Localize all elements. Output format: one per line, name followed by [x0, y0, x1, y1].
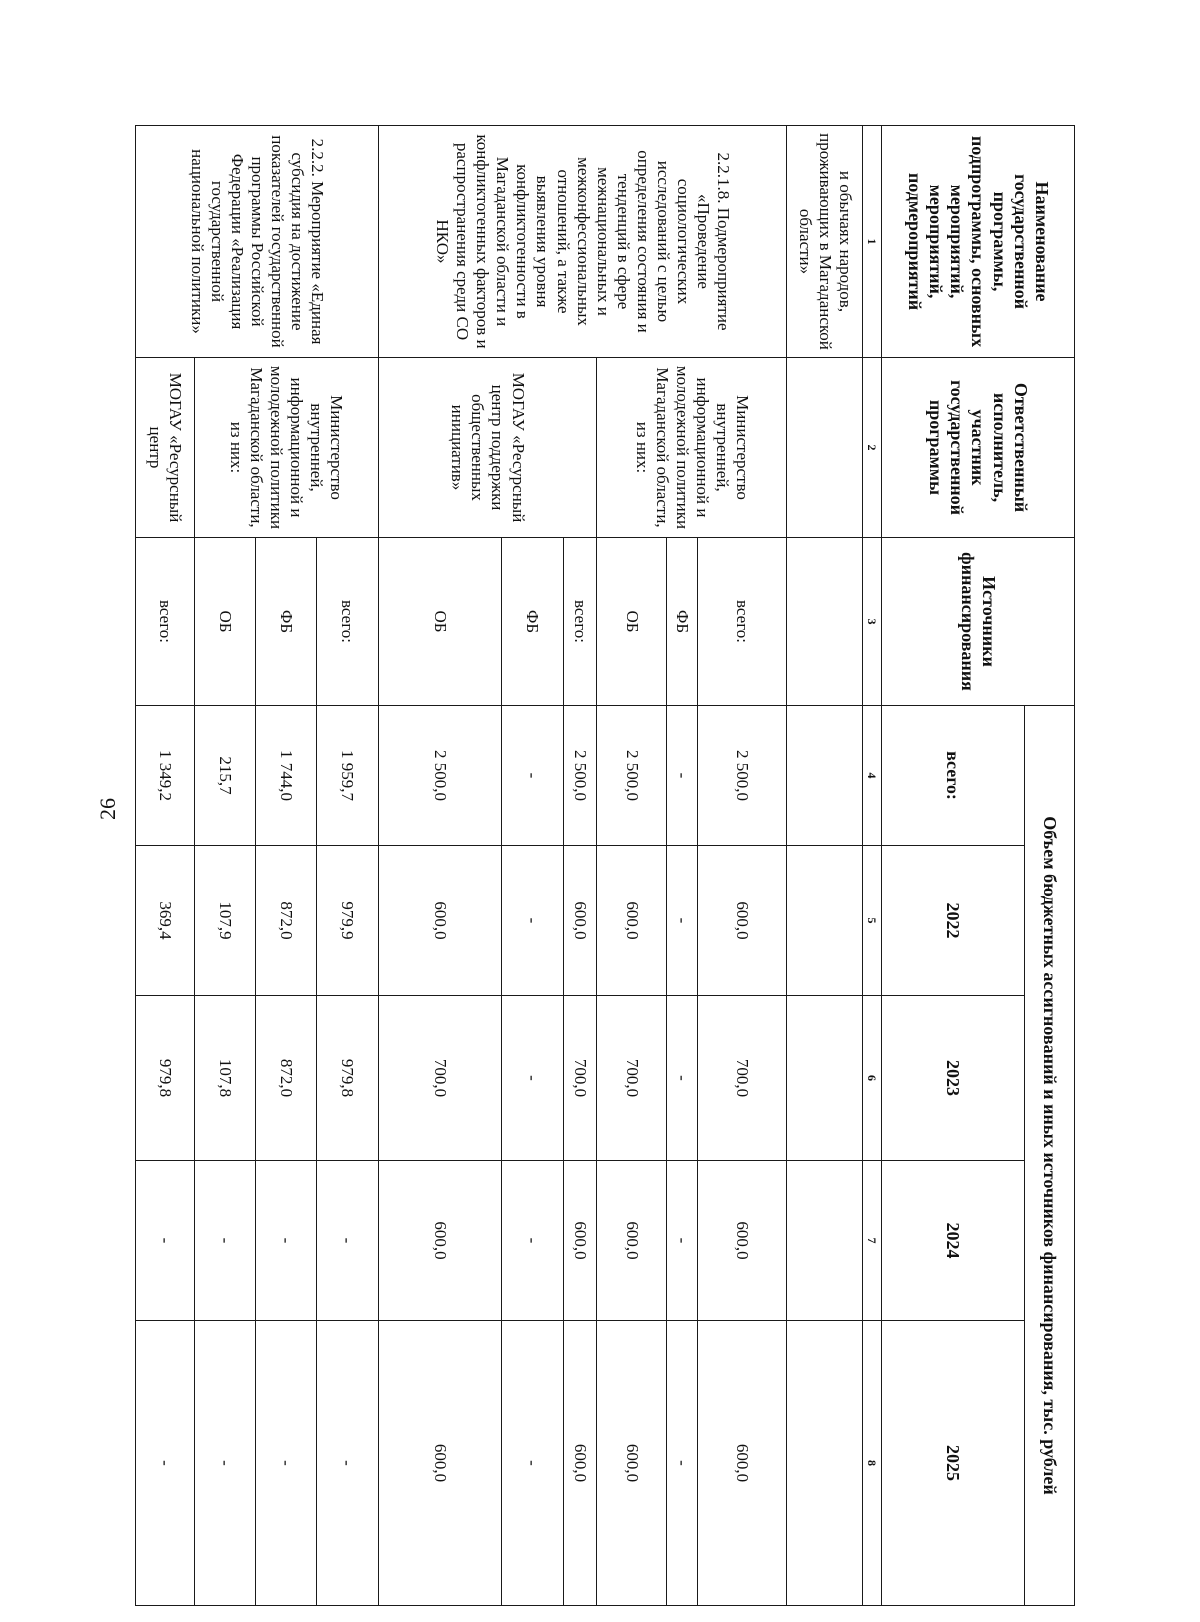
value-cell: 979,8 — [316, 996, 378, 1161]
value-cell: 1 349,2 — [136, 706, 195, 846]
value-cell: 600,0 — [563, 1161, 596, 1321]
page-number: 26 — [95, 798, 120, 820]
value-cell: 700,0 — [378, 996, 501, 1161]
value-cell: - — [316, 1321, 378, 1606]
value-cell: 2 500,0 — [697, 706, 787, 846]
header-2024: 2024 — [881, 1161, 1024, 1321]
row-name: 2.2.1.8. Подмероприятие «Проведение социологических исследований с целью определения состояния и тенденций в сфере межнациональных и межконфессиональных отношений, а также выявления уровня конфликтогенности в Магаданской области и конфликтогенных факторов и распространения среди СО НКО» — [378, 126, 787, 358]
value-cell: 600,0 — [378, 1161, 501, 1321]
source-cell: ФБ — [256, 538, 317, 706]
value-cell: 600,0 — [597, 1321, 667, 1606]
header-executor: Ответственный исполнитель, участник государственной программы — [881, 358, 1074, 538]
value-cell: 600,0 — [697, 846, 787, 996]
value-cell: - — [136, 1161, 195, 1321]
value-cell: - — [502, 996, 564, 1161]
empty-cell — [787, 1321, 862, 1606]
header-2022: 2022 — [881, 846, 1024, 996]
executor-cell: Министерство внутренней, информационной и молодежной политики Магаданской области, из них: — [194, 358, 378, 538]
header-total: всего: — [881, 706, 1024, 846]
col-number: 6 — [862, 996, 881, 1161]
source-cell: ФБ — [502, 538, 564, 706]
header-row-1 — [1024, 126, 1074, 1606]
header-2025: 2025 — [881, 1321, 1024, 1606]
executor-cell: Министерство внутренней, информационной и молодежной политики Магаданской области, из них: — [597, 358, 787, 538]
source-cell: ФБ — [667, 538, 697, 706]
value-cell: 2 500,0 — [563, 706, 596, 846]
table-row — [787, 126, 862, 1606]
table-row — [697, 126, 787, 1606]
value-cell: 369,4 — [136, 846, 195, 996]
empty-cell — [787, 996, 862, 1161]
value-cell: 1 959,7 — [316, 706, 378, 846]
executor-cell: МОГАУ «Ресурсный центр — [136, 358, 195, 538]
value-cell: 872,0 — [256, 996, 317, 1161]
value-cell: 979,8 — [136, 996, 195, 1161]
source-cell: ОБ — [378, 538, 501, 706]
empty-cell — [787, 846, 862, 996]
value-cell: - — [667, 996, 697, 1161]
source-cell: всего: — [697, 538, 787, 706]
value-cell: - — [316, 1161, 378, 1321]
empty-cell — [787, 358, 862, 538]
value-cell: 215,7 — [194, 706, 256, 846]
value-cell: 979,9 — [316, 846, 378, 996]
rotated-table-container — [135, 125, 1075, 1605]
source-cell: всего: — [563, 538, 596, 706]
value-cell: 872,0 — [256, 846, 317, 996]
value-cell: - — [136, 1321, 195, 1606]
column-number-row — [862, 126, 881, 1606]
value-cell: 700,0 — [563, 996, 596, 1161]
value-cell: - — [502, 1321, 564, 1606]
value-cell: - — [667, 1321, 697, 1606]
value-cell: - — [667, 1161, 697, 1321]
source-cell: всего: — [136, 538, 195, 706]
col-number: 4 — [862, 706, 881, 846]
value-cell: 600,0 — [563, 1321, 596, 1606]
value-cell: - — [256, 1321, 317, 1606]
col-number: 3 — [862, 538, 881, 706]
value-cell: 2 500,0 — [378, 706, 501, 846]
header-2023: 2023 — [881, 996, 1024, 1161]
header-volume: Объем бюджетных ассигнований и иных источников финансирования, тыс. рублей — [1024, 706, 1074, 1606]
value-cell: 700,0 — [697, 996, 787, 1161]
value-cell: 600,0 — [378, 1321, 501, 1606]
col-number: 2 — [862, 358, 881, 538]
value-cell: - — [502, 1161, 564, 1321]
source-cell: ОБ — [194, 538, 256, 706]
col-number: 5 — [862, 846, 881, 996]
col-number: 7 — [862, 1161, 881, 1321]
header-sources: Источники финансирования — [881, 538, 1074, 706]
value-cell: 107,8 — [194, 996, 256, 1161]
source-cell: всего: — [316, 538, 378, 706]
value-cell: - — [667, 706, 697, 846]
value-cell: 107,9 — [194, 846, 256, 996]
value-cell: - — [194, 1321, 256, 1606]
value-cell: - — [194, 1161, 256, 1321]
col-number: 1 — [862, 126, 881, 358]
value-cell: 600,0 — [597, 1161, 667, 1321]
row-name: 2.2.2. Мероприятие «Единая субсидия на достижение показателей государственной программы Российской Федерации «Реализация государственной национальной политики» — [136, 126, 379, 358]
value-cell: 1 744,0 — [256, 706, 317, 846]
value-cell: 600,0 — [563, 846, 596, 996]
empty-cell — [787, 538, 862, 706]
empty-cell — [787, 1161, 862, 1321]
executor-cell: МОГАУ «Ресурсный центр поддержки общественных инициатив» — [378, 358, 597, 538]
value-cell: 600,0 — [378, 846, 501, 996]
value-cell: 2 500,0 — [597, 706, 667, 846]
value-cell: - — [256, 1161, 317, 1321]
value-cell: - — [667, 846, 697, 996]
empty-cell — [787, 706, 862, 846]
value-cell: - — [502, 846, 564, 996]
header-name: Наименование государственной программы, подпрограммы, основных мероприятий, мероприятий, подмероприятий — [881, 126, 1074, 358]
value-cell: 600,0 — [597, 846, 667, 996]
row-name: и обычаях народов, проживающих в Магаданской области» — [787, 126, 862, 358]
value-cell: - — [502, 706, 564, 846]
col-number: 8 — [862, 1321, 881, 1606]
table-row — [316, 126, 378, 1606]
financing-table — [135, 125, 1075, 1606]
value-cell: 600,0 — [697, 1321, 787, 1606]
value-cell: 600,0 — [697, 1161, 787, 1321]
value-cell: 700,0 — [597, 996, 667, 1161]
source-cell: ОБ — [597, 538, 667, 706]
